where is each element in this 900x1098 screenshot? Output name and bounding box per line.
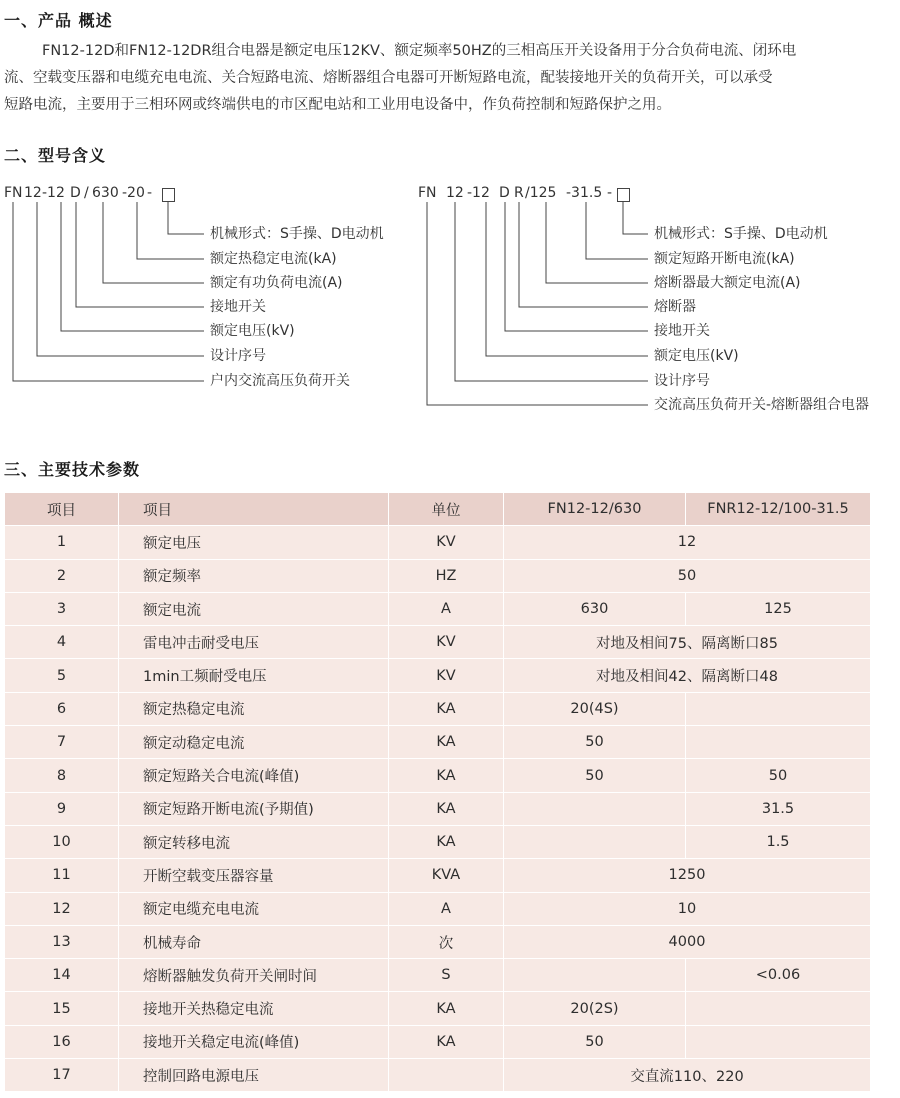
table-row bbox=[5, 892, 871, 925]
table-cell: 14 bbox=[5, 959, 119, 992]
table-row bbox=[5, 659, 871, 692]
table-cell: KV bbox=[389, 659, 504, 692]
table-cell: 额定短路开断电流(予期值) bbox=[119, 792, 389, 825]
right-label: 熔断器 bbox=[654, 299, 696, 315]
table-cell: 额定热稳定电流 bbox=[119, 692, 389, 725]
table-cell: 20(2S) bbox=[504, 992, 686, 1025]
table-cell: 12 bbox=[504, 526, 871, 559]
table-cell: 次 bbox=[389, 925, 504, 958]
header-cell: FNR12-12/100-31.5 bbox=[686, 493, 871, 526]
header-cell: 项目 bbox=[5, 493, 119, 526]
table-cell: A bbox=[389, 892, 504, 925]
overview-paragraph bbox=[4, 38, 888, 119]
table-cell: 对地及相间42、隔离断口48 bbox=[504, 659, 871, 692]
table-cell: 4000 bbox=[504, 925, 871, 958]
table-cell: KA bbox=[389, 825, 504, 858]
left-label: 接地开关 bbox=[210, 299, 266, 315]
table-cell: 6 bbox=[5, 692, 119, 725]
table-cell: KA bbox=[389, 726, 504, 759]
right-label: 熔断器最大额定电流(A) bbox=[654, 275, 801, 291]
table-cell: 10 bbox=[5, 825, 119, 858]
left-label: 机械形式：S手操、D电动机 bbox=[210, 226, 384, 242]
code-part: FN bbox=[4, 185, 23, 201]
table-cell: 50 bbox=[504, 759, 686, 792]
table-cell: 额定电流 bbox=[119, 592, 389, 625]
section-title-params: 三、主要技术参数 bbox=[4, 460, 141, 479]
overview-line: 流、空载变压器和电缆充电电流、关合短路电流、熔断器组合电器可开断短路电流，配装接地开关的负荷开关，可以承受 bbox=[4, 70, 773, 86]
table-cell: 额定频率 bbox=[119, 559, 389, 592]
table-row bbox=[5, 759, 871, 792]
code-part: - bbox=[147, 185, 153, 201]
table-cell: KV bbox=[389, 526, 504, 559]
table-cell: 开断空载变压器容量 bbox=[119, 859, 389, 892]
table-cell bbox=[686, 992, 871, 1025]
table-row bbox=[5, 825, 871, 858]
code-part: /125 bbox=[525, 185, 557, 201]
table-cell bbox=[504, 959, 686, 992]
code-part: FN bbox=[418, 185, 437, 201]
table-cell: 交直流110、220 bbox=[504, 1059, 871, 1092]
table-row bbox=[5, 592, 871, 625]
table-row bbox=[5, 1059, 871, 1092]
table-header-row bbox=[5, 493, 871, 526]
table-cell: 2 bbox=[5, 559, 119, 592]
table-cell bbox=[686, 692, 871, 725]
table-cell bbox=[504, 792, 686, 825]
code-part: D bbox=[70, 185, 81, 201]
table-cell: KA bbox=[389, 759, 504, 792]
table-row bbox=[5, 1025, 871, 1058]
table-cell bbox=[686, 726, 871, 759]
table-cell: 15 bbox=[5, 992, 119, 1025]
code-part: 630 bbox=[92, 185, 119, 201]
code-part: -20 bbox=[122, 185, 145, 201]
left-label: 户内交流高压负荷开关 bbox=[210, 373, 350, 389]
table-cell: A bbox=[389, 592, 504, 625]
table-cell: 对地及相间75、隔离断口85 bbox=[504, 626, 871, 659]
table-cell: 9 bbox=[5, 792, 119, 825]
table-cell: 接地开关热稳定电流 bbox=[119, 992, 389, 1025]
table-row bbox=[5, 526, 871, 559]
section-title-model: 二、型号含义 bbox=[4, 146, 107, 165]
table-cell: 125 bbox=[686, 592, 871, 625]
table-cell: KA bbox=[389, 692, 504, 725]
table-cell: 50 bbox=[686, 759, 871, 792]
table-cell: KVA bbox=[389, 859, 504, 892]
overview-line: FN12-12D和FN12-12DR组合电器是额定电压12KV、额定频率50HZ的三相高压开关设备用于分合负荷电流、闭环电 bbox=[42, 43, 797, 59]
table-body bbox=[5, 526, 871, 1092]
right-label: 机械形式：S手操、D电动机 bbox=[654, 226, 828, 242]
table-cell bbox=[686, 1025, 871, 1058]
right-label: 额定短路开断电流(kA) bbox=[654, 251, 795, 267]
code-part: R bbox=[514, 185, 524, 201]
table-cell: 7 bbox=[5, 726, 119, 759]
table-cell: 雷电冲击耐受电压 bbox=[119, 626, 389, 659]
table-cell: 1.5 bbox=[686, 825, 871, 858]
header-cell: 项目 bbox=[119, 493, 389, 526]
table-row bbox=[5, 992, 871, 1025]
table-cell bbox=[504, 825, 686, 858]
table-cell: KV bbox=[389, 626, 504, 659]
table-cell: 8 bbox=[5, 759, 119, 792]
table-cell: 熔断器触发负荷开关闸时间 bbox=[119, 959, 389, 992]
left-label: 额定电压(kV) bbox=[210, 323, 295, 339]
table-row bbox=[5, 859, 871, 892]
table-cell: 额定转移电流 bbox=[119, 825, 389, 858]
table-cell: KA bbox=[389, 792, 504, 825]
table-cell: 50 bbox=[504, 559, 871, 592]
code-part: / bbox=[84, 185, 89, 201]
table-row bbox=[5, 559, 871, 592]
table-cell: 50 bbox=[504, 726, 686, 759]
table-cell: <0.06 bbox=[686, 959, 871, 992]
table-cell: 机械寿命 bbox=[119, 925, 389, 958]
model-diagram-left bbox=[0, 185, 420, 415]
table-cell: 额定动稳定电流 bbox=[119, 726, 389, 759]
table-cell: 13 bbox=[5, 925, 119, 958]
table-cell: KA bbox=[389, 1025, 504, 1058]
left-label: 设计序号 bbox=[210, 348, 266, 364]
table-cell: 1min工频耐受电压 bbox=[119, 659, 389, 692]
code-part: -31.5 bbox=[566, 185, 603, 201]
table-cell bbox=[389, 1059, 504, 1092]
code-part: 12 bbox=[446, 185, 464, 201]
table-cell: 5 bbox=[5, 659, 119, 692]
table-cell: 控制回路电源电压 bbox=[119, 1059, 389, 1092]
table-cell: 接地开关稳定电流(峰值) bbox=[119, 1025, 389, 1058]
table-row bbox=[5, 626, 871, 659]
table-cell: 630 bbox=[504, 592, 686, 625]
table-cell: 额定电缆充电电流 bbox=[119, 892, 389, 925]
table-cell: 10 bbox=[504, 892, 871, 925]
table-row bbox=[5, 959, 871, 992]
code-part: -12 bbox=[467, 185, 490, 201]
table-cell: 4 bbox=[5, 626, 119, 659]
right-label: 接地开关 bbox=[654, 323, 710, 339]
model-diagram-right bbox=[415, 185, 900, 415]
right-label: 交流高压负荷开关-熔断器组合电器 bbox=[654, 397, 870, 413]
table-row bbox=[5, 792, 871, 825]
table-cell: 额定短路关合电流(峰值) bbox=[119, 759, 389, 792]
table-row bbox=[5, 726, 871, 759]
code-part: -12 bbox=[42, 185, 65, 201]
table-cell: 11 bbox=[5, 859, 119, 892]
table-cell: 16 bbox=[5, 1025, 119, 1058]
table-cell: 12 bbox=[5, 892, 119, 925]
parameters-table bbox=[4, 492, 871, 1092]
table-cell: 1250 bbox=[504, 859, 871, 892]
right-label: 设计序号 bbox=[654, 373, 710, 389]
table-row bbox=[5, 925, 871, 958]
table-cell: 50 bbox=[504, 1025, 686, 1058]
table-cell: 31.5 bbox=[686, 792, 871, 825]
table-cell: KA bbox=[389, 992, 504, 1025]
table-row bbox=[5, 692, 871, 725]
header-cell: 单位 bbox=[389, 493, 504, 526]
code-part: - bbox=[607, 185, 613, 201]
table-cell: 17 bbox=[5, 1059, 119, 1092]
code-part: 12 bbox=[24, 185, 42, 201]
table-cell: S bbox=[389, 959, 504, 992]
left-label: 额定热稳定电流(kA) bbox=[210, 251, 337, 267]
table-cell: 1 bbox=[5, 526, 119, 559]
left-label: 额定有功负荷电流(A) bbox=[210, 275, 343, 291]
section-title-overview: 一、产品 概述 bbox=[4, 11, 113, 30]
code-part: D bbox=[499, 185, 510, 201]
overview-line: 短路电流，主要用于三相环网或终端供电的市区配电站和工业用电设备中，作负荷控制和短路保护之用。 bbox=[4, 97, 671, 113]
table-cell: HZ bbox=[389, 559, 504, 592]
table-cell: 3 bbox=[5, 592, 119, 625]
right-label: 额定电压(kV) bbox=[654, 348, 739, 364]
table-cell: 额定电压 bbox=[119, 526, 389, 559]
header-cell: FN12-12/630 bbox=[504, 493, 686, 526]
table-cell: 20(4S) bbox=[504, 692, 686, 725]
